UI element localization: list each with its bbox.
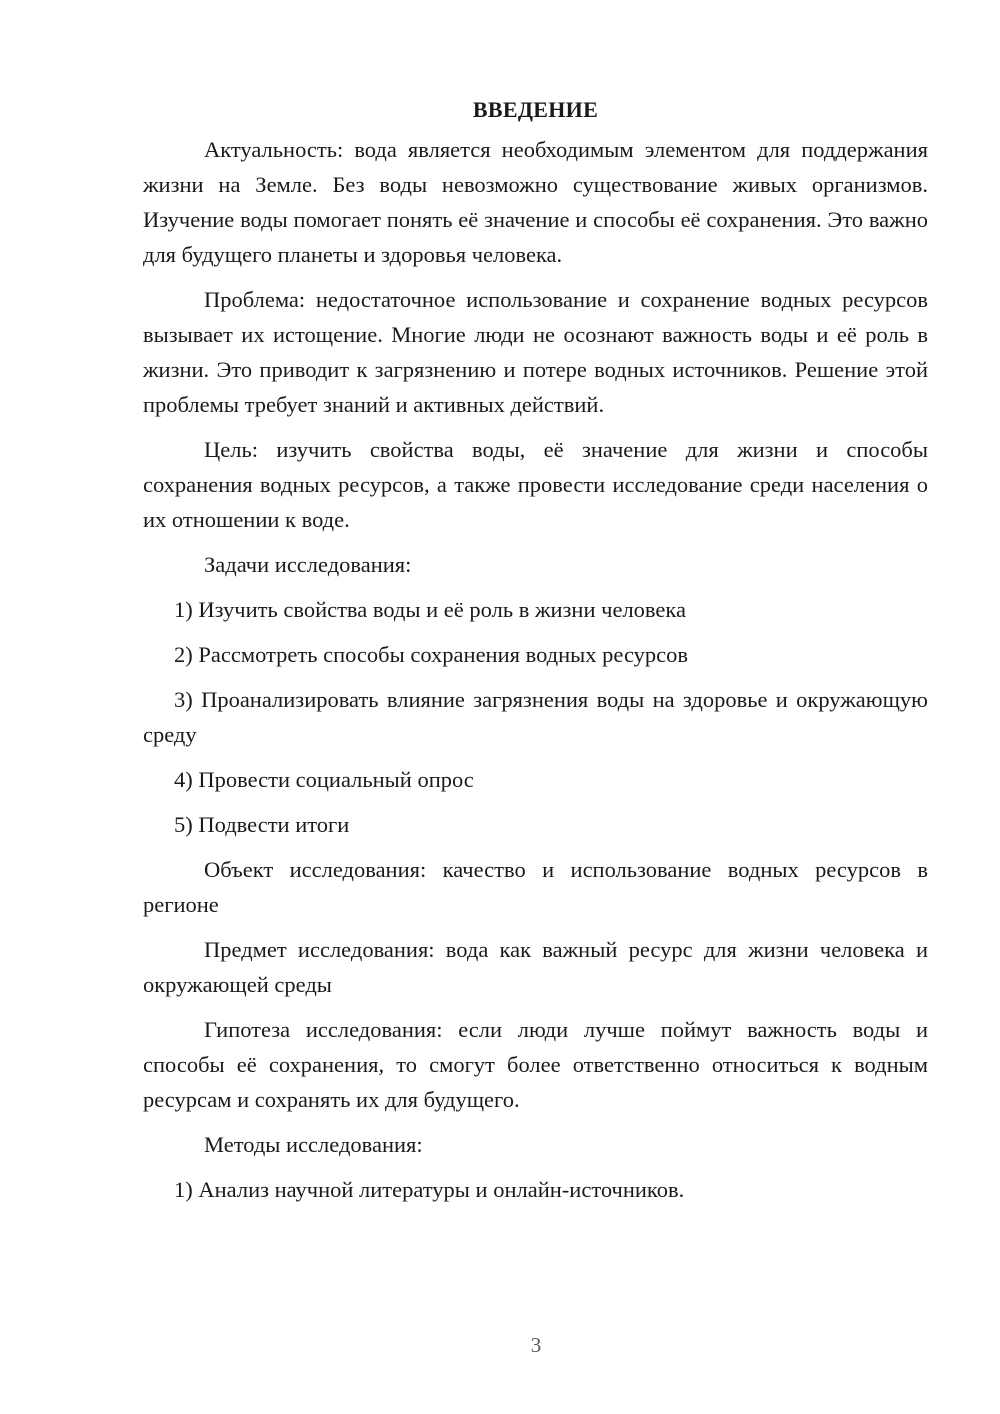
- method-item: 1) Анализ научной литературы и онлайн-источников.: [174, 1177, 685, 1202]
- task-item: 3) Проанализировать влияние загрязнения воды на здоровье и окружающую среду: [143, 687, 928, 747]
- problem-paragraph: Проблема: недостаточное использование и сохранение водных ресурсов вызывает их истощение. Многие люди не осознают важность воды и её роль в жизни. Это приводит к загрязнению и потере водных источников. Решение этой проблемы требует знаний и активных действий.: [143, 287, 928, 417]
- task-item: 2) Рассмотреть способы сохранения водных ресурсов: [174, 642, 689, 667]
- page-number: 3: [530, 1333, 542, 1357]
- tasks-heading: Задачи исследования:: [204, 552, 412, 577]
- methods-heading: Методы исследования:: [204, 1132, 423, 1157]
- task-item: 1) Изучить свойства воды и её роль в жизни человека: [174, 597, 686, 622]
- page-content: [143, 92, 928, 1217]
- goal-paragraph: Цель: изучить свойства воды, её значение для жизни и способы сохранения водных ресурсов, а также провести исследование среди населения о их отношении к воде.: [143, 437, 928, 532]
- task-item: 5) Подвести итоги: [174, 812, 350, 837]
- hypothesis-paragraph: Гипотеза исследования: если люди лучше поймут важность воды и способы её сохранения, то смогут более ответственно относиться к водным ресурсам и сохранять их для будущего.: [143, 1017, 928, 1112]
- section-title: ВВЕДЕНИЕ: [472, 97, 599, 122]
- research-subject-paragraph: Предмет исследования: вода как важный ресурс для жизни человека и окружающей среды: [143, 937, 928, 997]
- relevance-paragraph: Актуальность: вода является необходимым элементом для поддержания жизни на Земле. Без воды невозможно существование живых организмов. Изучение воды помогает понять её значение и способы её сохранения. Это важно для будущего планеты и здоровья человека.: [143, 137, 928, 267]
- task-item: 4) Провести социальный опрос: [174, 767, 474, 792]
- research-object-paragraph: Объект исследования: качество и использование водных ресурсов в регионе: [143, 857, 928, 917]
